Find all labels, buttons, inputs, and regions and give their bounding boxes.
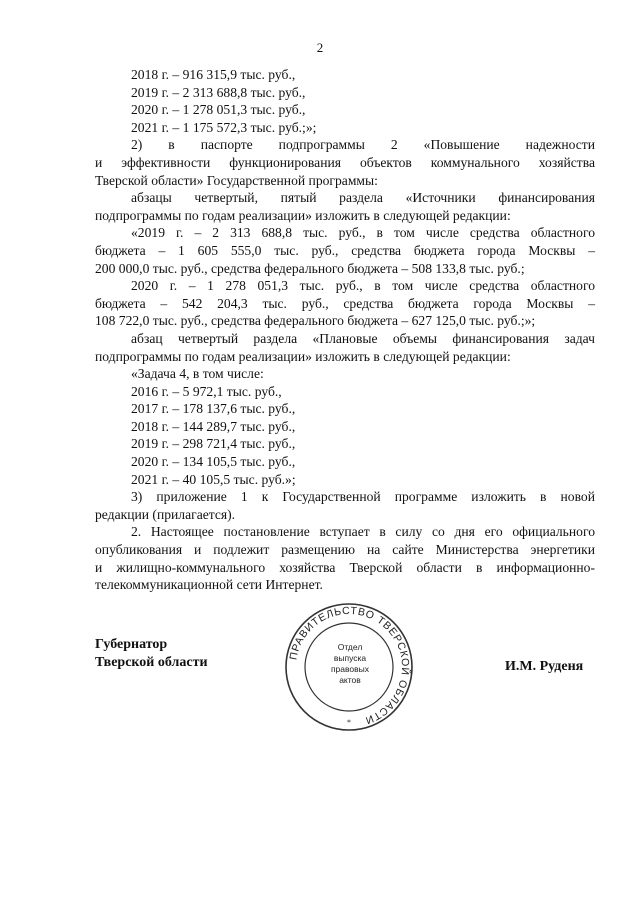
text-span: «2019 г. – 2 313 688,8 тыс. руб., в том числе средства областного — [131, 225, 595, 241]
text-line — [95, 189, 595, 207]
page-number: 2 — [316, 40, 324, 55]
text-line: «Задача 4, в том числе: — [131, 366, 264, 382]
text-span: бюджета – 1 605 555,0 тыс. руб., средства бюджета города Москвы – — [95, 242, 595, 258]
text-span: опубликования и подлежит размещению на сайте Министерства энергетики — [95, 542, 595, 558]
text-line — [95, 295, 595, 313]
signatory-name: И.М. Руденя — [505, 659, 584, 674]
text-line — [95, 277, 595, 295]
text-span: 3) приложение 1 к Государственной программе изложить в новой — [131, 489, 595, 505]
text-line — [95, 224, 595, 242]
text-line: подпрограммы по годам реализации» изложить в следующей редакции: — [95, 207, 511, 223]
text-line: 200 000,0 тыс. руб., средства федерального бюджета – 508 133,8 тыс. руб.; — [95, 260, 525, 276]
text-line: 2021 г. – 1 175 572,3 тыс. руб.;»; — [131, 119, 317, 135]
text-line — [95, 488, 595, 506]
text-span: 2) в паспорте подпрограммы 2 «Повышение надежности — [131, 137, 595, 153]
text-line — [95, 541, 595, 559]
stamp-ring-textpath: ПРАВИТЕЛЬСТВО ТВЕРСКОЙ ОБЛАСТИ — [287, 604, 412, 727]
text-span: бюджета – 542 204,3 тыс. руб., средства бюджета города Москвы – — [95, 295, 595, 311]
text-span: абзац четвертый раздела «Плановые объемы финансирования задач — [131, 330, 595, 346]
text-line — [95, 242, 595, 260]
text-span: и эффективности функционирования объектов коммунального хозяйства — [95, 154, 595, 170]
text-line: 2017 г. – 178 137,6 тыс. руб., — [131, 401, 296, 417]
text-line — [95, 136, 595, 154]
text-line — [95, 559, 595, 577]
document-body — [95, 66, 595, 594]
text-line: телекоммуникационной сети Интернет. — [95, 577, 323, 593]
text-line: подпрограммы по годам реализации» изложить в следующей редакции: — [95, 348, 511, 364]
stamp-center-line: Отдел — [337, 642, 363, 652]
text-span: 2020 г. – 1 278 051,3 тыс. руб., в том числе средства областного — [131, 278, 595, 294]
text-line: 2021 г. – 40 105,5 тыс. руб.»; — [131, 471, 296, 487]
signatory-title-line2: Тверской области — [95, 655, 208, 670]
text-line: 2019 г. – 2 313 688,8 тыс. руб., — [131, 84, 306, 100]
text-line: 2016 г. – 5 972,1 тыс. руб., — [131, 383, 282, 399]
stamp-center-line: правовых — [330, 664, 370, 674]
text-line: 2020 г. – 134 105,5 тыс. руб., — [131, 454, 296, 470]
text-line: редакции (прилагается). — [95, 506, 236, 522]
text-line: 2020 г. – 1 278 051,3 тыс. руб., — [131, 102, 306, 118]
text-span: и жилищно-коммунального хозяйства Тверской области в информационно- — [95, 559, 595, 575]
stamp-star-icon: * — [347, 718, 351, 727]
stamp-center-text — [318, 642, 382, 686]
text-line: 2018 г. – 916 315,9 тыс. руб., — [131, 67, 296, 82]
text-line: 2019 г. – 298 721,4 тыс. руб., — [131, 436, 296, 452]
text-span: 2. Настоящее постановление вступает в силу со дня его официального — [131, 524, 595, 540]
text-line: Тверской области» Государственной программы: — [95, 172, 378, 188]
text-line — [95, 154, 595, 172]
stamp-center-line: актов — [339, 675, 361, 685]
stamp-center-line: выпуска — [333, 653, 367, 663]
signatory-title-line1: Губернатор — [95, 637, 168, 652]
text-line — [95, 330, 595, 348]
signatory-title — [95, 636, 208, 672]
text-line: 108 722,0 тыс. руб., средства федерального бюджета – 627 125,0 тыс. руб.;»; — [95, 313, 536, 329]
text-span: абзацы четвертый, пятый раздела «Источники финансирования — [131, 190, 595, 206]
text-line — [95, 523, 595, 541]
text-line: 2018 г. – 144 289,7 тыс. руб., — [131, 418, 296, 434]
